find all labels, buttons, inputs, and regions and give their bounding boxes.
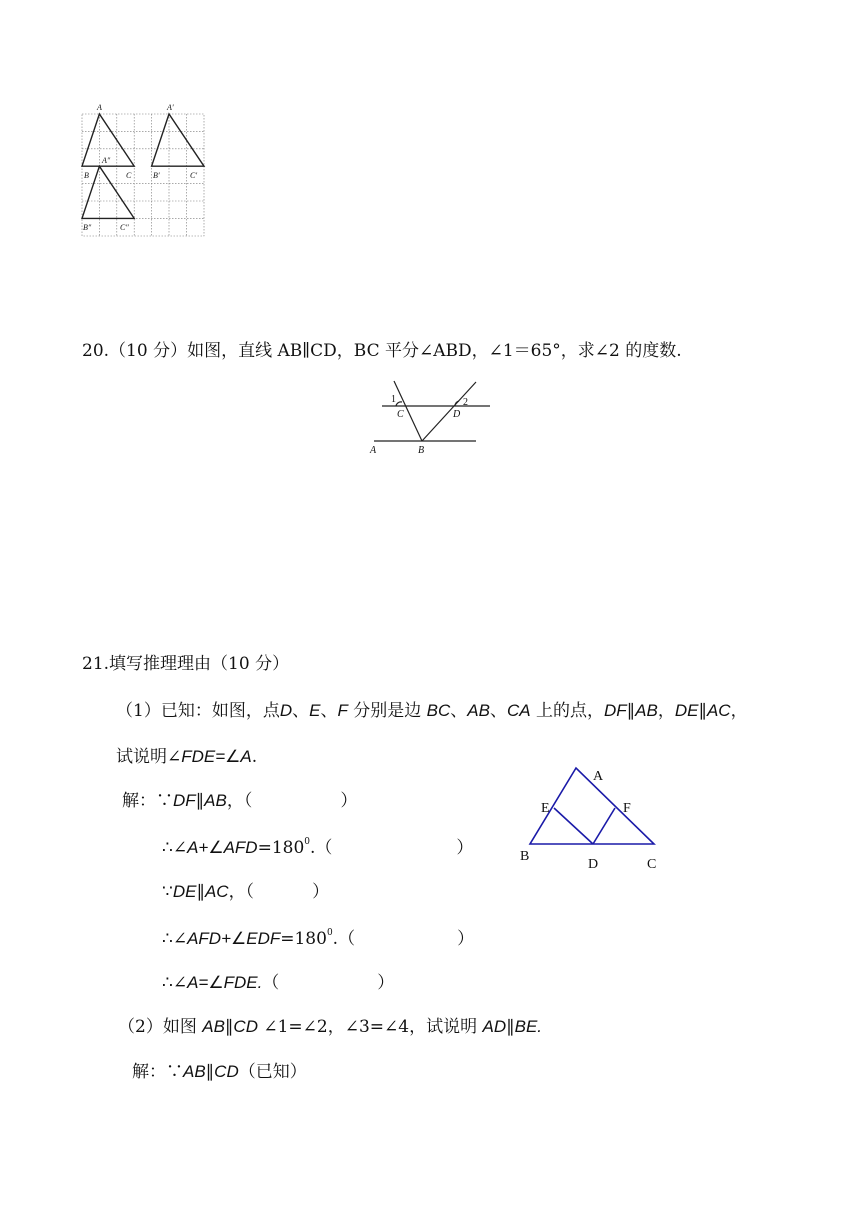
reason-open: .（ — [310, 838, 333, 858]
side-bc: BC — [426, 701, 451, 720]
goal-end: . — [251, 747, 258, 767]
q20-question: 如图，直线 AB∥CD，BC 平分∠ABD，∠1＝65°，求∠2 的度数. — [187, 341, 682, 361]
step-pre: ∴∠ — [162, 973, 188, 993]
label-a: A — [97, 103, 102, 112]
solution2-step1 — [132, 1063, 307, 1081]
label-c: C — [397, 409, 404, 420]
step-value: =180 — [257, 838, 305, 858]
reason-open: （ — [262, 973, 280, 993]
solution1-step2 — [162, 838, 473, 857]
q20-text — [82, 343, 682, 360]
label-d: D — [588, 857, 599, 872]
goal-head: 试说明∠ — [116, 747, 182, 767]
sep: 、 — [292, 701, 310, 721]
degree-sup: 0 — [304, 837, 311, 847]
step-expr: AFD+∠EDF — [187, 929, 281, 948]
q20-number: 20. — [82, 341, 110, 361]
sep: 、 — [450, 701, 468, 721]
reason: （已知） — [238, 1062, 307, 1082]
solution1-step4 — [162, 929, 474, 948]
grid-lines — [82, 114, 204, 236]
degree-sup: 0 — [326, 928, 333, 938]
step-expr: A=∠FDE. — [187, 973, 263, 992]
goal-ad-be: AD∥BE. — [482, 1017, 543, 1036]
q21-p1-tail: 上的点， — [530, 701, 604, 721]
label-a2: A″ — [102, 156, 111, 165]
step-pre: ∴∠ — [162, 929, 188, 949]
q21-p2-head: （2）如图 — [118, 1017, 203, 1037]
q21-part2 — [118, 1018, 542, 1036]
step-pre: 解：∵ — [132, 1062, 183, 1082]
label-c1: C′ — [190, 171, 198, 180]
label-b: B — [520, 849, 530, 864]
sep: ， — [730, 701, 748, 721]
sep: ， — [657, 701, 675, 721]
label-c2: C″ — [120, 223, 129, 232]
label-a: A — [370, 445, 377, 456]
triangle-a1b1c1 — [152, 114, 204, 166]
angle-1-arc — [396, 402, 402, 406]
step-value: =180 — [280, 929, 327, 949]
label-2: 2 — [463, 397, 468, 408]
sep: 、 — [489, 701, 507, 721]
grid-triangle-figure — [78, 100, 210, 242]
label-b: B — [84, 171, 89, 180]
reason-open: ，（ — [226, 791, 253, 811]
label-c: C — [126, 171, 132, 180]
q21-p1-mid: 分别是边 — [347, 701, 427, 721]
step-expr: A+∠AFD — [187, 838, 258, 857]
point-f: F — [337, 701, 348, 720]
segment-bd — [422, 382, 476, 441]
solution1-step1 — [122, 792, 357, 810]
cond-ab-cd: AB∥CD — [202, 1017, 258, 1036]
label-b: B — [418, 445, 425, 456]
point-d: D — [279, 701, 293, 720]
step-pre: 解：∵ — [122, 791, 173, 811]
label-f: F — [623, 801, 631, 816]
reason-close: ） — [312, 882, 330, 902]
q21-part1-goal — [116, 748, 257, 766]
q21-title: 21.填写推理理由（10 分） — [82, 654, 290, 674]
solution1-step5 — [162, 974, 394, 992]
point-e: E — [309, 701, 321, 720]
cond-df-ab: DF∥AB — [604, 701, 658, 720]
solution1-step3 — [162, 883, 329, 901]
reason-close: ） — [457, 929, 475, 949]
q21-p2-mid: ∠1=∠2，∠3=∠4，试说明 — [257, 1017, 483, 1037]
label-b1: B′ — [153, 171, 160, 180]
step-expr: DE∥AC — [172, 882, 229, 901]
label-a1: A′ — [167, 103, 174, 112]
label-e: E — [541, 801, 550, 816]
reason-close: ） — [456, 838, 474, 858]
q21-part1-given — [116, 702, 748, 720]
step-pre: ∵ — [162, 882, 173, 902]
parallel-lines-figure — [366, 376, 496, 458]
label-d: D — [453, 409, 461, 420]
q21-p1-head: （1）已知：如图，点 — [116, 701, 280, 721]
reason-open: ，（ — [228, 882, 255, 902]
segment-de — [554, 808, 593, 844]
reason-close: ） — [377, 973, 395, 993]
q20-score: （10 分） — [109, 341, 188, 361]
side-ca: CA — [506, 701, 531, 720]
sep: 、 — [320, 701, 338, 721]
label-b2: B″ — [83, 223, 92, 232]
step-pre: ∴∠ — [162, 838, 188, 858]
label-1: 1 — [391, 394, 396, 405]
reason-open: .（ — [332, 929, 356, 949]
segment-df — [593, 808, 615, 844]
goal-expr: FDE=∠A — [181, 747, 252, 766]
side-ab: AB — [467, 701, 490, 720]
cond-de-ac: DE∥AC — [674, 701, 731, 720]
step-expr: DF∥AB — [173, 791, 227, 810]
label-a: A — [593, 769, 604, 784]
triangle-def-figure — [516, 762, 666, 874]
step-expr: AB∥CD — [183, 1062, 239, 1081]
reason-close: ） — [340, 791, 358, 811]
label-c: C — [647, 857, 657, 872]
